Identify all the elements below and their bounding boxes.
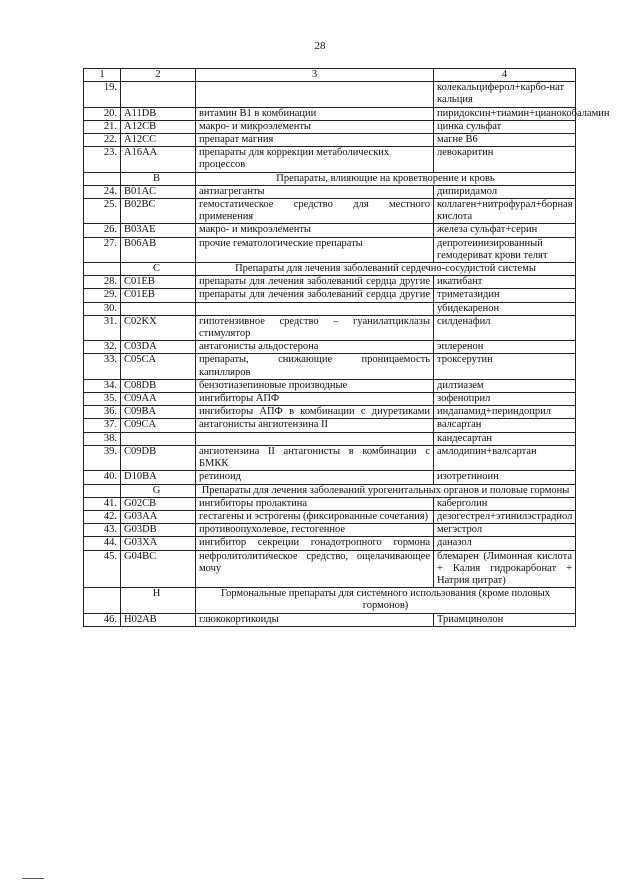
atc-code: B06AB [121,237,196,262]
drug-name: изотретиноин [434,471,576,484]
header-col-4: 4 [434,69,576,82]
row-number: 45. [84,550,121,588]
drug-group: ингибиторы АПФ в комбинации с диуретиками [196,406,434,419]
row-number: 28. [84,276,121,289]
atc-code [121,82,196,107]
row-number: 25. [84,199,121,224]
atc-code: G04BC [121,550,196,588]
table-row [84,82,576,107]
drug-name: триметазидин [434,289,576,302]
section-num-cell [84,588,121,613]
drug-group: ингибиторы АПФ [196,393,434,406]
section-row [84,484,576,497]
drug-group: препараты для коррекции метаболических процессов [196,147,434,172]
drug-name: магне В6 [434,134,576,147]
header-col-3: 3 [196,69,434,82]
drug-name: икатибант [434,276,576,289]
atc-code: A11DB [121,107,196,120]
atc-code: C09BA [121,406,196,419]
section-row [84,172,576,185]
section-title: Препараты для лечения заболеваний сердечно-сосудистой системы [196,263,576,276]
row-number: 26. [84,224,121,237]
drug-group: макро- и микроэлементы [196,224,434,237]
drug-name: троксерутин [434,354,576,379]
drug-name: даназол [434,537,576,550]
drug-group: препараты для лечения заболеваний сердца другие [196,289,434,302]
drug-group: ангиотензина II антагонисты в комбинации с БМКК [196,445,434,470]
table-row [84,276,576,289]
drug-name: коллаген+нитрофурал+борная кислота [434,199,576,224]
row-number: 19. [84,82,121,107]
drug-group: ретиноид [196,471,434,484]
drug-name: колекальциферол+карбо-нат кальция [434,82,576,107]
drug-name: железа сульфат+серин [434,224,576,237]
atc-code: B02BC [121,199,196,224]
drug-name: цинка сульфат [434,120,576,133]
section-num-cell [84,484,121,497]
table-row [84,393,576,406]
atc-code: C03DA [121,341,196,354]
row-number: 29. [84,289,121,302]
drug-name: индапамид+периндоприл [434,406,576,419]
atc-code: C09AA [121,393,196,406]
table-row [84,289,576,302]
table-row [84,510,576,523]
drug-name: депротеинизированный гемодериват крови телят [434,237,576,262]
drug-name: дезогестрел+этинилэстрадиол [434,510,576,523]
table-row [84,107,576,120]
drug-group: витамин В1 в комбинации [196,107,434,120]
row-number: 35. [84,393,121,406]
row-number: 36. [84,406,121,419]
footer-line [22,878,44,879]
drug-table [83,68,610,627]
row-number: 24. [84,185,121,198]
atc-code: C02KX [121,315,196,340]
row-number: 22. [84,134,121,147]
section-row [84,588,576,613]
drug-name: убидекаренон [434,302,576,315]
drug-name: эплеренон [434,341,576,354]
drug-name: кандесартан [434,432,576,445]
drug-name: каберголин [434,497,576,510]
drug-group: бензотиазепиновые производные [196,379,434,392]
table-row [84,354,576,379]
atc-code: A12CC [121,134,196,147]
drug-group: гемостатическое средство для местного применения [196,199,434,224]
atc-code: G03XA [121,537,196,550]
drug-group: антиагреганты [196,185,434,198]
row-number: 43. [84,524,121,537]
row-number: 38. [84,432,121,445]
drug-name: зофеноприл [434,393,576,406]
drug-group: макро- и микроэлементы [196,120,434,133]
table-row [84,134,576,147]
drug-name: дипиридамол [434,185,576,198]
section-num-cell [84,172,121,185]
drug-name: силденафил [434,315,576,340]
atc-code: C08DB [121,379,196,392]
section-code: B [121,172,196,185]
table-row [84,302,576,315]
drug-group: прочие гематологические препараты [196,237,434,262]
table-row [84,237,576,262]
atc-code [121,302,196,315]
header-col-1: 1 [84,69,121,82]
atc-code: B03AE [121,224,196,237]
table-row [84,537,576,550]
atc-code: A12CB [121,120,196,133]
drug-name: дилтиазем [434,379,576,392]
atc-code: B01AC [121,185,196,198]
drug-group [196,82,434,107]
drug-group: препараты, снижающие проницаемость капилляров [196,354,434,379]
drug-group: нефролитолитическое средство, ощелачивающее мочу [196,550,434,588]
section-title: Препараты для лечения заболеваний урогенитальных органов и половые гормоны [196,484,576,497]
row-number: 44. [84,537,121,550]
table-row [84,550,576,588]
row-number: 27. [84,237,121,262]
atc-code: H02AB [121,613,196,626]
table-row [84,445,576,470]
section-title: Гормональные препараты для системного использования (кроме половых гормонов) [196,588,576,613]
table-row [84,147,576,172]
drug-group: ингибиторы пролактина [196,497,434,510]
table-row [84,224,576,237]
section-code: H [121,588,196,613]
table-row [84,419,576,432]
drug-name: пиридоксин+тиамин+цианокобаламин [434,107,576,120]
row-number: 40. [84,471,121,484]
atc-code: G03AA [121,510,196,523]
row-number: 32. [84,341,121,354]
atc-code [121,432,196,445]
atc-code: A16AA [121,147,196,172]
row-number: 33. [84,354,121,379]
section-code: C [121,263,196,276]
table-row [84,199,576,224]
row-number: 41. [84,497,121,510]
row-number: 46. [84,613,121,626]
drug-group: ингибитор секреции гонадотропного гормона [196,537,434,550]
drug-name: мегэстрол [434,524,576,537]
atc-code: G02CB [121,497,196,510]
table-row [84,379,576,392]
drug-group: антагонисты ангиотензина II [196,419,434,432]
atc-code: C01EB [121,289,196,302]
drug-group [196,302,434,315]
table-row [84,341,576,354]
table-row [84,406,576,419]
drug-group: гипотензивное средство – гуанилатциклазы стимулятор [196,315,434,340]
drug-group: препараты для лечения заболеваний сердца другие [196,276,434,289]
table-row [84,524,576,537]
section-row [84,263,576,276]
table-header-row [84,69,576,82]
drug-name: левокаритин [434,147,576,172]
row-number: 34. [84,379,121,392]
atc-code: C01EB [121,276,196,289]
table-row [84,471,576,484]
drug-name: Триамцинолон [434,613,576,626]
section-code: G [121,484,196,497]
row-number: 39. [84,445,121,470]
row-number: 42. [84,510,121,523]
table-row [84,120,576,133]
drug-group [196,432,434,445]
row-number: 20. [84,107,121,120]
row-number: 23. [84,147,121,172]
drug-group: препарат магния [196,134,434,147]
row-number: 30. [84,302,121,315]
section-title: Препараты, влияющие на кроветворение и кровь [196,172,576,185]
table-row [84,497,576,510]
header-col-2: 2 [121,69,196,82]
section-num-cell [84,263,121,276]
page-number: 28 [314,40,326,52]
row-number: 31. [84,315,121,340]
drug-group: противоопухолевое, гестогенное [196,524,434,537]
atc-code: C05CA [121,354,196,379]
atc-code: D10BA [121,471,196,484]
drug-name: валсартан [434,419,576,432]
table-row [84,185,576,198]
drug-group: гестагены и эстрогены (фиксированные сочетания) [196,510,434,523]
drug-group: антагонисты альдостерона [196,341,434,354]
table-row [84,315,576,340]
table-row [84,432,576,445]
atc-code: C09CA [121,419,196,432]
drug-name: амлодипин+валсартан [434,445,576,470]
atc-code: C09DB [121,445,196,470]
row-number: 21. [84,120,121,133]
row-number: 37. [84,419,121,432]
table-row [84,613,576,626]
drug-group: глюкокортикоиды [196,613,434,626]
drug-name: блемарен (Лимонная кислота + Калия гидрокарбонат + Натрия цитрат) [434,550,576,588]
atc-code: G03DB [121,524,196,537]
